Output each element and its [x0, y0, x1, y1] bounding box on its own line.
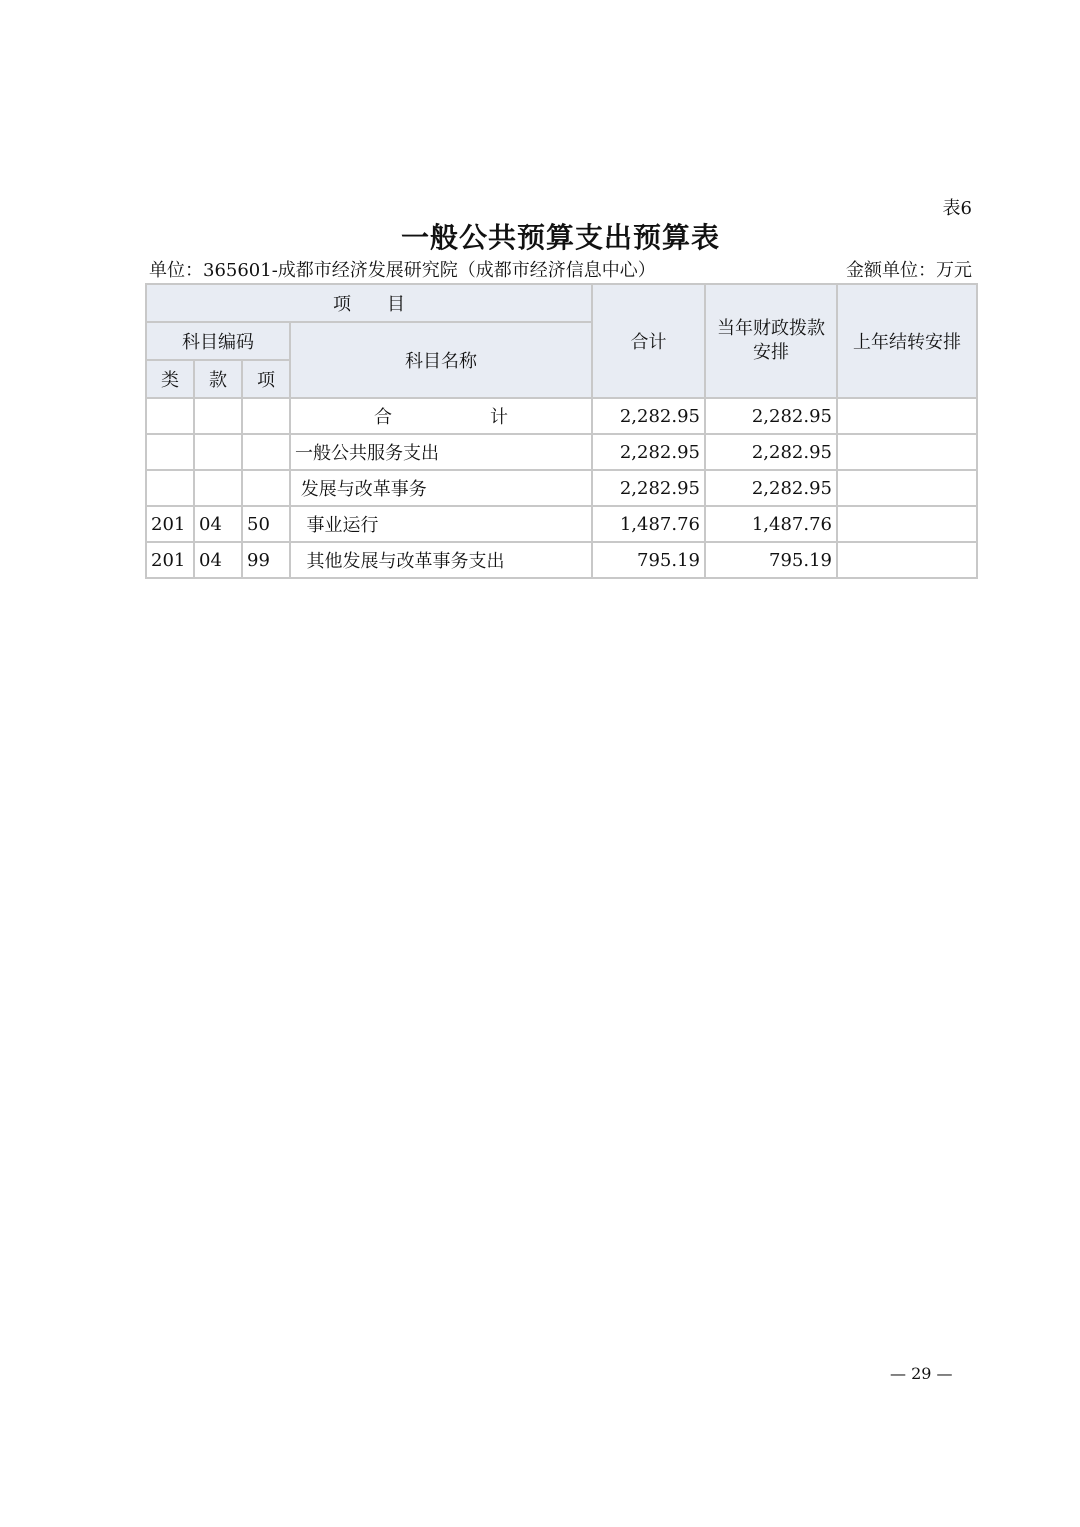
carryover-cell	[837, 434, 977, 470]
name-cell: 事业运行	[290, 506, 592, 542]
unit-label: 单位：365601-成都市经济发展研究院（成都市经济信息中心）	[149, 260, 656, 281]
total-cell: 795.19	[592, 542, 705, 578]
total-section-cell	[194, 398, 242, 434]
class-cell: 201	[146, 506, 194, 542]
class-cell: 201	[146, 542, 194, 578]
name-cell: 发展与改革事务	[290, 470, 592, 506]
page-title: 一般公共预算支出预算表	[400, 221, 720, 254]
header-section: 款	[194, 360, 242, 398]
section-cell	[194, 434, 242, 470]
total-label: 合 计	[290, 398, 592, 434]
current-year-cell: 795.19	[705, 542, 837, 578]
header-carryover: 上年结转安排	[837, 284, 977, 398]
carryover-cell	[837, 506, 977, 542]
total-cell: 2,282.95	[592, 434, 705, 470]
entry-cell	[242, 434, 290, 470]
total-cell: 1,487.76	[592, 506, 705, 542]
header-current-year: 当年财政拨款安排	[705, 284, 837, 398]
table-meta	[145, 256, 976, 282]
class-cell	[146, 434, 194, 470]
table-number: 表6	[942, 198, 972, 219]
name-cell: 其他发展与改革事务支出	[290, 542, 592, 578]
total-current-year: 2,282.95	[705, 398, 837, 434]
header-total: 合计	[592, 284, 705, 398]
entry-cell	[242, 470, 290, 506]
carryover-cell	[837, 542, 977, 578]
table-row	[146, 470, 977, 506]
header-entry: 项	[242, 360, 290, 398]
name-cell: 一般公共服务支出	[290, 434, 592, 470]
table-row	[146, 542, 977, 578]
header-code: 科目编码	[146, 322, 290, 360]
current-year-cell: 1,487.76	[705, 506, 837, 542]
table-row	[146, 434, 977, 470]
budget-table	[145, 283, 978, 579]
header-class: 类	[146, 360, 194, 398]
carryover-cell	[837, 470, 977, 506]
money-unit-label: 金额单位：万元	[846, 260, 972, 281]
header-name: 科目名称	[290, 322, 592, 398]
entry-cell: 50	[242, 506, 290, 542]
total-carryover	[837, 398, 977, 434]
current-year-cell: 2,282.95	[705, 434, 837, 470]
section-cell: 04	[194, 542, 242, 578]
table-row	[146, 506, 977, 542]
total-amount: 2,282.95	[592, 398, 705, 434]
total-entry-cell	[242, 398, 290, 434]
current-year-cell: 2,282.95	[705, 470, 837, 506]
page-number: — 29 —	[890, 1364, 953, 1383]
entry-cell: 99	[242, 542, 290, 578]
total-row	[146, 398, 977, 434]
total-cell: 2,282.95	[592, 470, 705, 506]
header-item: 项 目	[146, 284, 592, 322]
section-cell	[194, 470, 242, 506]
total-class-cell	[146, 398, 194, 434]
class-cell	[146, 470, 194, 506]
section-cell: 04	[194, 506, 242, 542]
